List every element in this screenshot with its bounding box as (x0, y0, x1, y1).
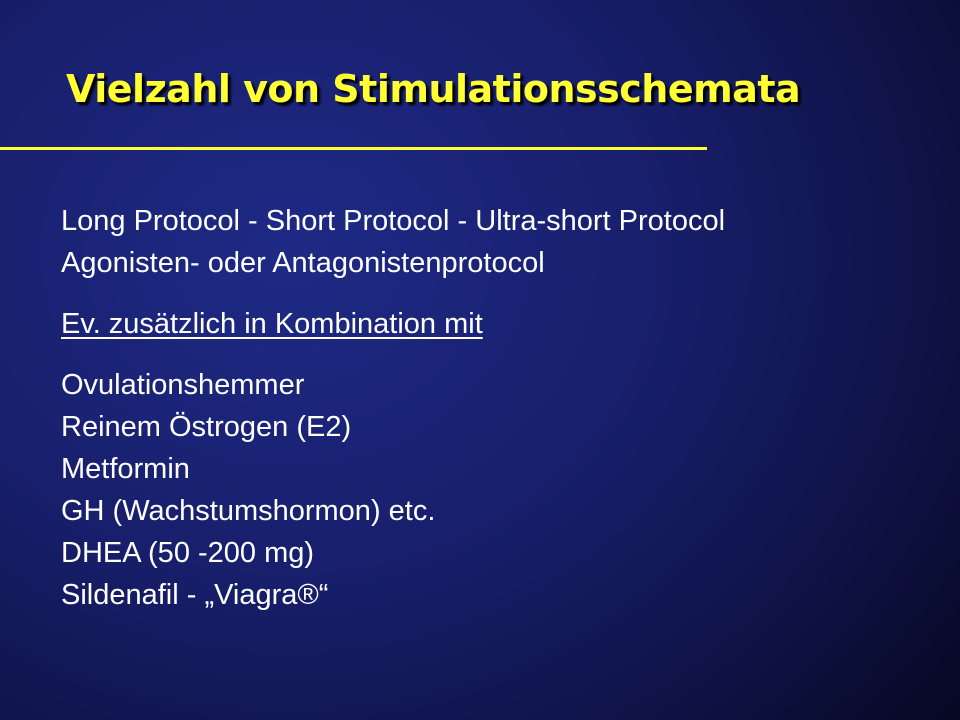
protocol-line-2: Agonisten- oder Antagonistenprotocol (61, 247, 545, 279)
combination-item: Sildenafil - „Viagra®“ (61, 579, 329, 611)
protocol-line-1: Long Protocol - Short Protocol - Ultra-short Protocol (61, 205, 726, 237)
slide-title: Vielzahl von Stimulationsschemata (66, 67, 801, 111)
slide-body (61, 200, 725, 616)
title-underline-rule (0, 147, 707, 150)
combination-item: GH (Wachstumshormon) etc. (61, 495, 436, 527)
combination-heading-row (61, 303, 725, 345)
combination-item: Ovulationshemmer (61, 369, 305, 401)
combination-heading: Ev. zusätzlich in Kombination mit (61, 308, 483, 340)
combination-item: Metformin (61, 453, 190, 485)
combination-item: DHEA (50 -200 mg) (61, 537, 315, 569)
combination-item: Reinem Östrogen (E2) (61, 411, 352, 443)
